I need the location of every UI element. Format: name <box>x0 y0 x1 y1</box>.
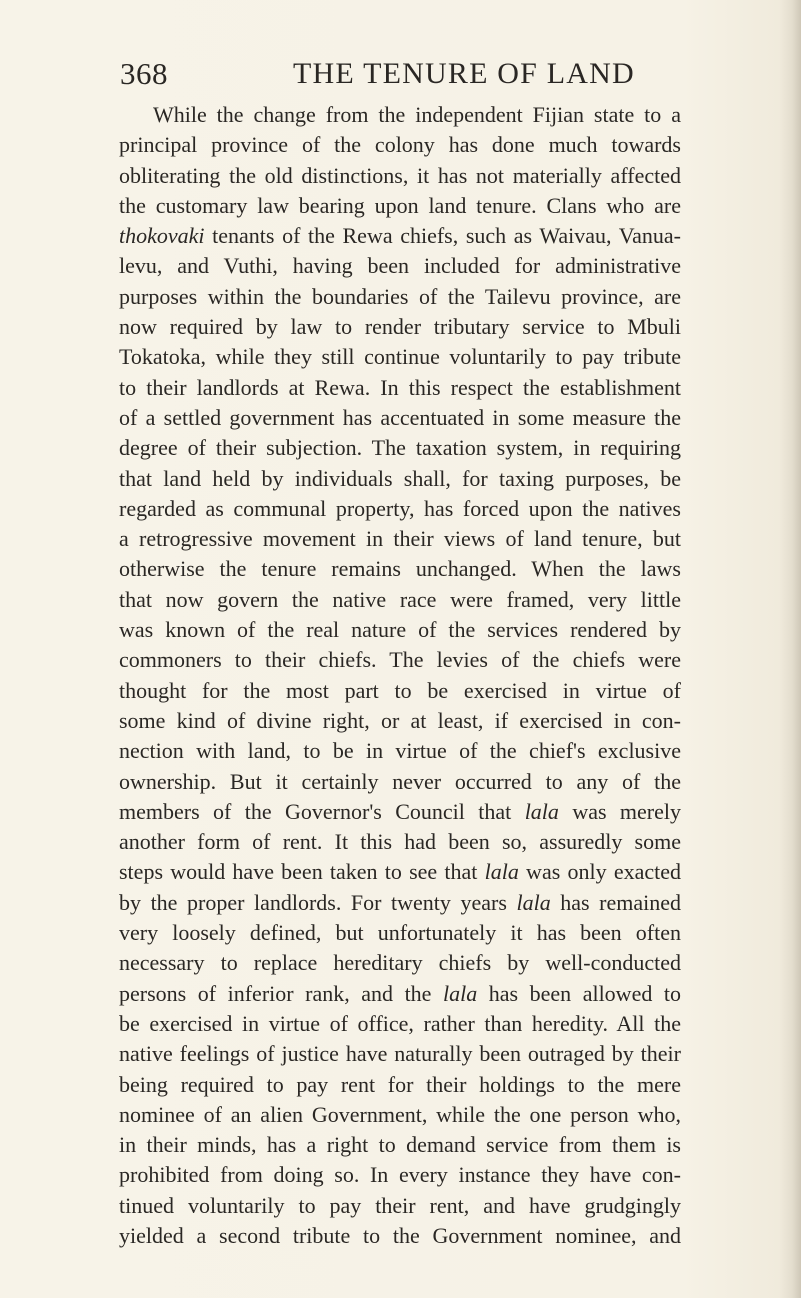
italic-term: lala <box>516 889 551 915</box>
text-line <box>119 948 681 978</box>
italic-term: thokovaki <box>119 223 205 249</box>
italic-term: lala <box>524 798 559 824</box>
text-line <box>119 645 681 675</box>
text-run: Tokatoka, while they still continue voluntarily to pay tribute <box>119 344 681 370</box>
text-run: commoners to their chiefs. The levies of the chiefs were <box>119 647 681 673</box>
text-line <box>119 130 681 160</box>
text-run: obliterating the old distinctions, it has not materially affected <box>119 162 681 188</box>
text-run: now required by law to render tributary service to Mbuli <box>119 314 681 340</box>
text-line <box>119 857 681 887</box>
text-line <box>119 312 681 342</box>
text-run: tenants of the Rewa chiefs, such as Waivau, Vanua- <box>204 223 681 249</box>
text-run: has been allowed to <box>477 980 681 1006</box>
text-run: levu, and Vuthi, having been included for administrative <box>119 253 681 279</box>
page-number: 368 <box>120 56 168 91</box>
text-run: a retrogressive movement in their views of land tenure, but <box>119 526 681 552</box>
text-run: of a settled government has accentuated in some measure the <box>119 404 681 430</box>
text-run: be exercised in virtue of office, rather than heredity. All the <box>119 1010 681 1036</box>
text-run: regarded as communal property, has forced upon the natives <box>119 495 681 521</box>
text-run: principal province of the colony has done much towards <box>119 132 681 158</box>
text-run: by the proper landlords. For twenty years <box>119 889 517 915</box>
body-paragraph <box>119 100 681 1251</box>
text-line <box>119 888 681 918</box>
text-run: native feelings of justice have naturally been outraged by their <box>119 1041 681 1067</box>
text-run: being required to pay rent for their holdings to the mere <box>119 1071 681 1097</box>
text-run: nection with land, to be in virtue of the chief's exclusive <box>119 738 681 764</box>
text-run: ownership. But it certainly never occurred to any of the <box>119 768 681 794</box>
text-line <box>119 1221 681 1251</box>
text-line <box>119 736 681 766</box>
text-run: yielded a second tribute to the Government nominee, and <box>119 1222 681 1248</box>
text-line <box>119 1070 681 1100</box>
text-line <box>119 251 681 281</box>
text-run: another form of rent. It this had been so, assuredly some <box>119 829 681 855</box>
text-run: steps would have been taken to see that <box>119 859 485 885</box>
text-line <box>119 1160 681 1190</box>
text-run: very loosely defined, but unfortunately it has been often <box>119 920 681 946</box>
running-title: THE TENURE OF LAND <box>293 57 635 90</box>
text-run: thought for the most part to be exercised in virtue of <box>119 677 681 703</box>
text-run: to their landlords at Rewa. In this respect the establishment <box>119 374 681 400</box>
text-run: nominee of an alien Government, while the one person who, <box>119 1101 681 1127</box>
text-line <box>119 464 681 494</box>
text-line <box>119 433 681 463</box>
text-line <box>119 403 681 433</box>
text-run: was merely <box>558 798 682 824</box>
text-run: some kind of divine right, or at least, if exercised in con- <box>119 707 681 733</box>
text-line <box>119 585 681 615</box>
page-edge-shadow <box>779 0 801 1298</box>
text-run: that now govern the native race were framed, very little <box>119 586 681 612</box>
text-line <box>119 979 681 1009</box>
text-run: in their minds, has a right to demand service from them is <box>119 1132 681 1158</box>
text-line <box>119 1039 681 1069</box>
text-line <box>119 221 681 251</box>
text-run: the customary law bearing upon land tenure. Clans who are <box>119 192 681 218</box>
text-line <box>119 494 681 524</box>
text-run: members of the Governor's Council that <box>119 798 525 824</box>
text-run: that land held by individuals shall, for taxing purposes, be <box>119 465 681 491</box>
text-run: has remained <box>550 889 681 915</box>
text-run: necessary to replace hereditary chiefs by well-conducted <box>119 950 681 976</box>
text-line <box>119 1191 681 1221</box>
text-run: was only exacted <box>518 859 681 885</box>
text-line <box>119 706 681 736</box>
text-run: purposes within the boundaries of the Tailevu province, are <box>119 283 681 309</box>
text-line <box>119 767 681 797</box>
text-line <box>119 918 681 948</box>
text-run: prohibited from doing so. In every instance they have con- <box>119 1162 681 1188</box>
text-line <box>119 676 681 706</box>
italic-term: lala <box>484 859 519 885</box>
text-line <box>119 1130 681 1160</box>
text-line <box>119 100 681 130</box>
text-run: was known of the real nature of the services rendered by <box>119 617 681 643</box>
text-run: otherwise the tenure remains unchanged. When the laws <box>119 556 681 582</box>
text-line <box>119 191 681 221</box>
text-line <box>119 615 681 645</box>
text-run: tinued voluntarily to pay their rent, and have grudgingly <box>119 1192 681 1218</box>
text-line <box>119 1100 681 1130</box>
text-line <box>119 797 681 827</box>
page-header <box>120 54 680 94</box>
text-line <box>119 373 681 403</box>
text-line <box>119 827 681 857</box>
text-run: persons of inferior rank, and the <box>119 980 443 1006</box>
text-run: While the change from the independent Fijian state to a <box>153 102 681 127</box>
text-line <box>119 554 681 584</box>
italic-term: lala <box>442 980 478 1006</box>
text-line <box>119 161 681 191</box>
text-line <box>119 342 681 372</box>
text-line <box>119 282 681 312</box>
text-line <box>119 1009 681 1039</box>
text-line <box>119 524 681 554</box>
text-run: degree of their subjection. The taxation system, in requiring <box>119 435 681 461</box>
